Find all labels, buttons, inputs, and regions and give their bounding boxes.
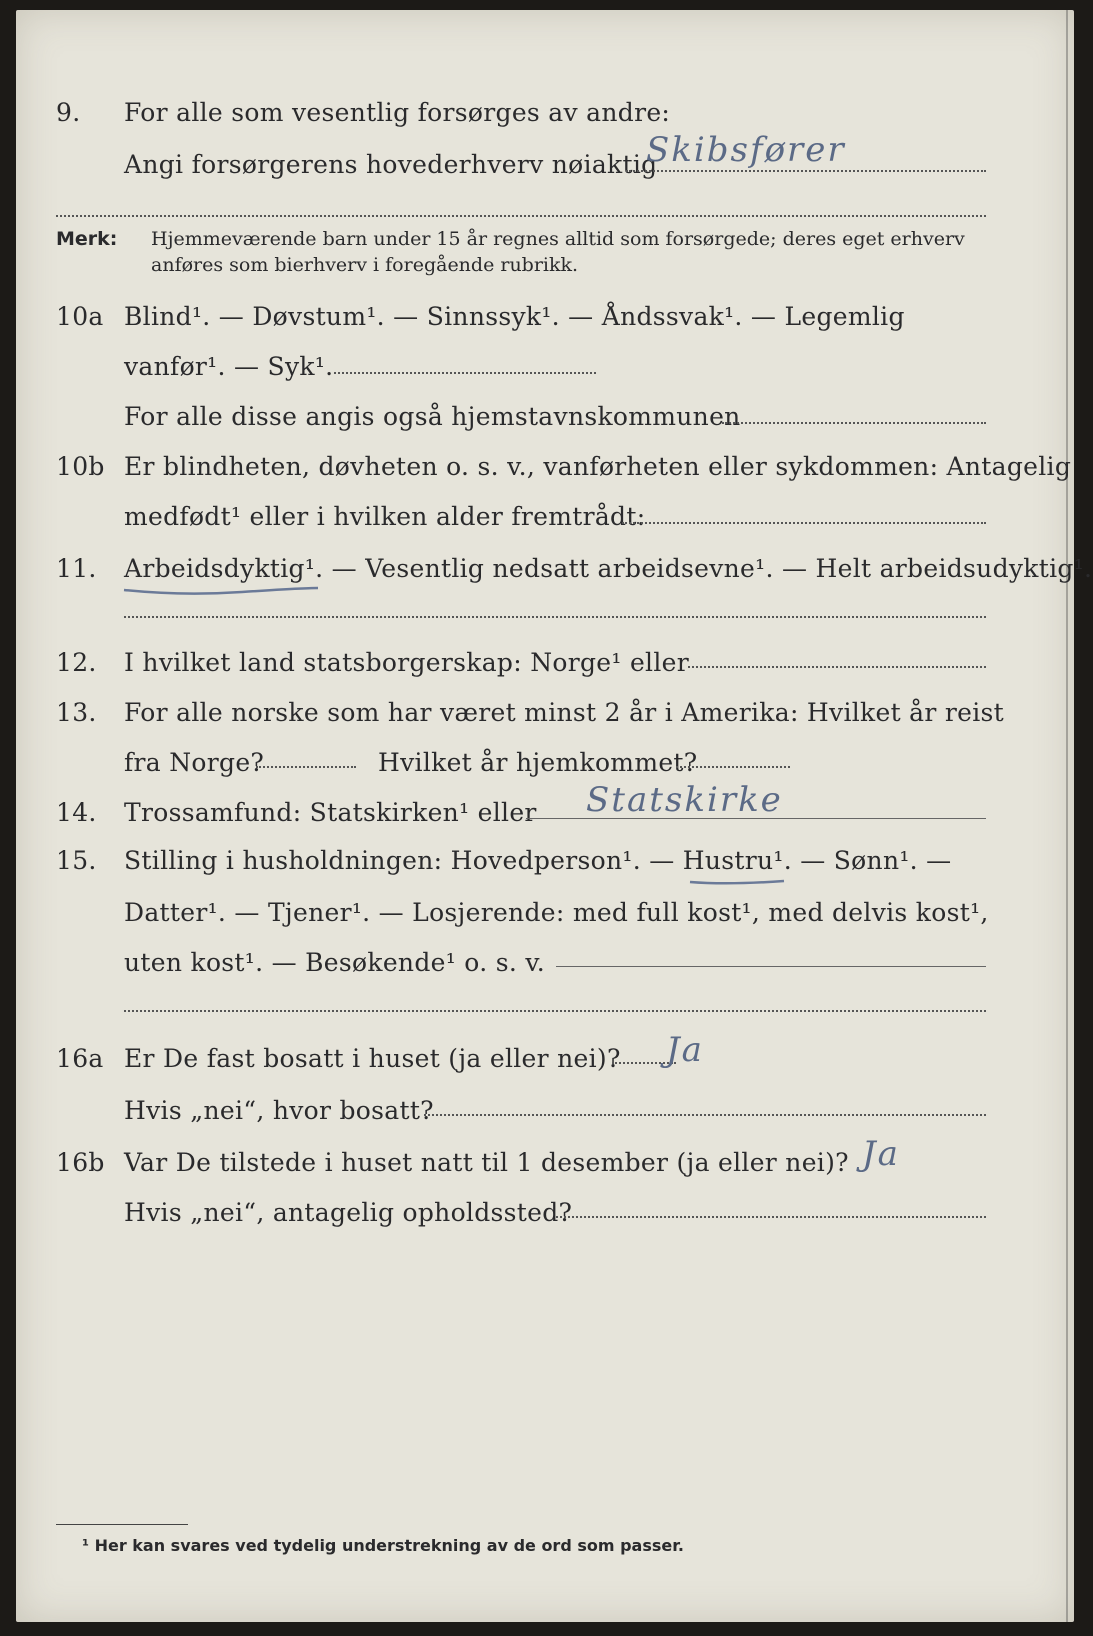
q16b-opholdssted-line	[556, 1216, 986, 1218]
q15-answer-line	[556, 966, 986, 967]
merk-label: Merk:	[56, 228, 118, 250]
q12-number: 12.	[56, 648, 97, 677]
q13-hjemkommet-line	[676, 766, 790, 768]
q9-extra-line	[56, 215, 986, 217]
q10b-number: 10b	[56, 452, 105, 481]
q10a-kommune-line	[722, 422, 986, 424]
page-edge	[1066, 10, 1068, 1622]
census-form-page	[16, 10, 1093, 1622]
q16a-bosatt-line	[424, 1114, 986, 1116]
q11-handwritten-underline	[122, 584, 322, 598]
q15-text-line2: Datter¹. — Tjener¹. — Losjerende: med full kost¹, med delvis kost¹,	[124, 898, 989, 927]
q10b-text-line2: medfødt¹ eller i hvilken alder fremtrådt:	[124, 502, 646, 531]
q13-text-line2a: fra Norge?	[124, 748, 265, 777]
q9-answer-line	[626, 170, 986, 172]
footnote: ¹ Her kan svares ved tydelig understrekning av de ord som passer.	[82, 1536, 684, 1555]
q16a-text-line1: Er De fast bosatt i huset (ja eller nei)?	[124, 1044, 621, 1073]
q16b-text-line2: Hvis „nei“, antagelig opholdssted?	[124, 1198, 573, 1227]
q10b-text-line1: Er blindheten, døvheten o. s. v., vanførheten eller sykdommen: Antagelig	[124, 452, 1072, 481]
q13-text-line1: For alle norske som har været minst 2 år i Amerika: Hvilket år reist	[124, 698, 1005, 727]
q15-text-line3: uten kost¹. — Besøkende¹ o. s. v.	[124, 948, 546, 977]
q14-text-line1: Trossamfund: Statskirken¹ eller	[124, 798, 537, 827]
q15-extra-line	[124, 1010, 986, 1012]
q10b-answer-line	[622, 522, 986, 524]
q10a-text-line3: For alle disse angis også hjemstavnskommunen	[124, 402, 741, 431]
q9-handwritten-answer: Skibsfører	[646, 130, 846, 170]
q9-text-line2: Angi forsørgerens hovederhverv nøiaktig	[124, 150, 658, 179]
q13-reist-line	[256, 766, 356, 768]
q11-number: 11.	[56, 554, 97, 583]
q16a-text-line2: Hvis „nei“, hvor bosatt?	[124, 1096, 434, 1125]
q16a-number: 16a	[56, 1044, 104, 1073]
q12-answer-line	[688, 666, 986, 668]
q14-handwritten-answer: Statskirke	[586, 780, 783, 820]
q11-text-line1: Arbeidsdyktig¹. — Vesentlig nedsatt arbeidsevne¹. — Helt arbeidsudyktig¹.	[124, 554, 1093, 583]
q10a-number: 10a	[56, 302, 104, 331]
q13-text-line2b: Hvilket år hjemkommet?	[378, 748, 698, 777]
q10a-text-line2: vanfør¹. — Syk¹.	[124, 352, 334, 381]
q16a-handwritten-answer: Ja	[666, 1030, 704, 1070]
q13-number: 13.	[56, 698, 97, 727]
q12-text-line1: I hvilket land statsborgerskap: Norge¹ eller	[124, 648, 689, 677]
q9-text-line1: For alle som vesentlig forsørges av andre:	[124, 98, 671, 127]
q15-handwritten-underline	[688, 876, 788, 888]
q16b-text-line1: Var De tilstede i huset natt til 1 desember (ja eller nei)?	[124, 1148, 849, 1177]
q15-number: 15.	[56, 846, 97, 875]
q10a-text-line1: Blind¹. — Døvstum¹. — Sinnssyk¹. — Åndssvak¹. — Legemlig	[124, 302, 905, 331]
merk-text: Hjemmeværende barn under 15 år regnes alltid som forsørgede; deres eget erhverv anføres som bierhverv i foregående rubrikk.	[151, 228, 965, 276]
q16b-handwritten-answer: Ja	[862, 1134, 900, 1174]
q16b-number: 16b	[56, 1148, 105, 1177]
q15-text-line1: Stilling i husholdningen: Hovedperson¹. — Hustru¹. — Sønn¹. —	[124, 846, 952, 875]
footnote-rule	[56, 1524, 188, 1525]
q9-number: 9.	[56, 98, 81, 127]
q14-number: 14.	[56, 798, 97, 827]
q10a-syk-line	[334, 372, 596, 374]
q11-extra-line	[124, 616, 986, 618]
